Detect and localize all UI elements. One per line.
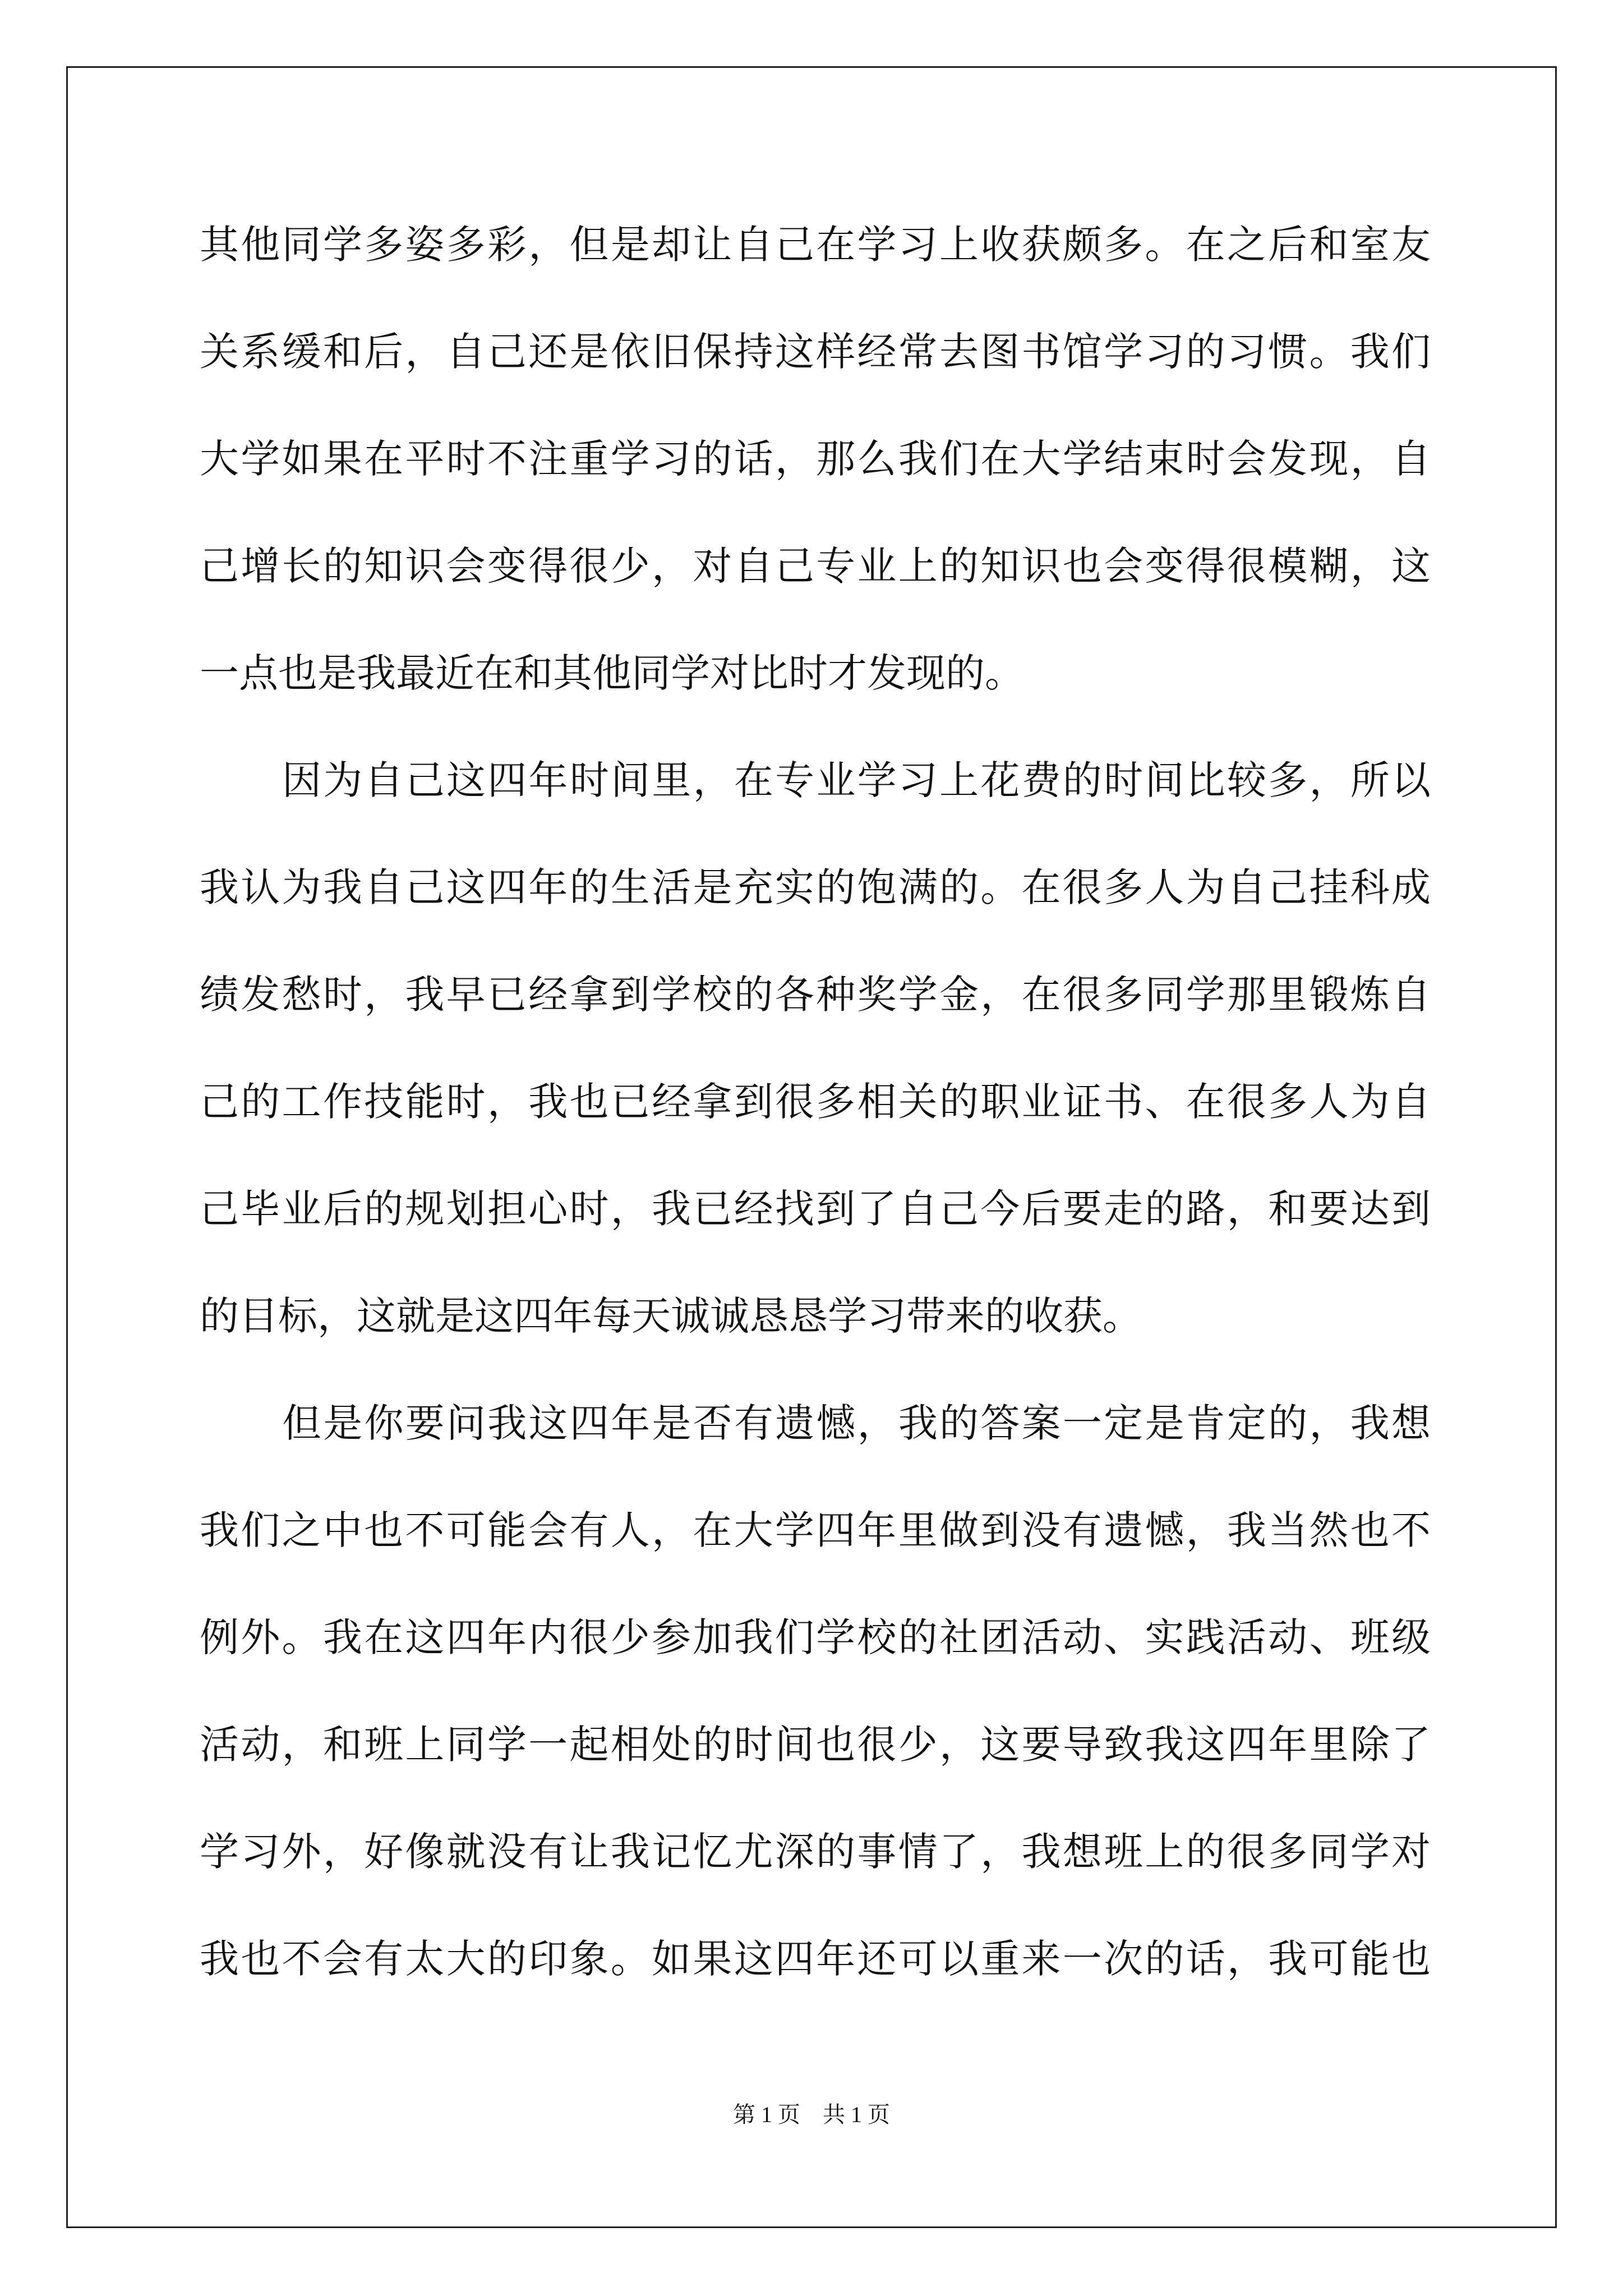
text-line: 己的工作技能时，我也已经拿到很多相关的职业证书、在很多人为自 bbox=[200, 1079, 1431, 1125]
text-line: 我也不会有太大的印象。如果这四年还可以重来一次的话，我可能也 bbox=[200, 1936, 1431, 1982]
text-line: 关系缓和后，自己还是依旧保持这样经常去图书馆学习的习惯。我们 bbox=[200, 329, 1431, 375]
text-line: 学习外，好像就没有让我记忆尤深的事情了，我想班上的很多同学对 bbox=[200, 1829, 1431, 1875]
text-line: 一点也是我最近在和其他同学对比时才发现的。 bbox=[200, 650, 1024, 696]
text-line: 的目标，这就是这四年每天诚诚恳恳学习带来的收获。 bbox=[200, 1293, 1142, 1339]
text-line: 大学如果在平时不注重学习的话，那么我们在大学结束时会发现，自 bbox=[200, 436, 1431, 482]
document-body bbox=[200, 222, 1431, 2044]
text-line: 己增长的知识会变得很少，对自己专业上的知识也会变得很模糊，这 bbox=[200, 543, 1431, 589]
page-number: 第 1 页 共 1 页 bbox=[733, 2102, 890, 2127]
text-line: 绩发愁时，我早已经拿到学校的各种奖学金，在很多同学那里锻炼自 bbox=[200, 972, 1431, 1018]
text-line: 其他同学多姿多彩，但是却让自己在学习上收获颇多。在之后和室友 bbox=[200, 222, 1431, 268]
text-line: 例外。我在这四年内很少参加我们学校的社团活动、实践活动、班级 bbox=[200, 1614, 1431, 1660]
text-line: 我们之中也不可能会有人，在大学四年里做到没有遗憾，我当然也不 bbox=[200, 1507, 1431, 1553]
text-line: 活动，和班上同学一起相处的时间也很少，这要导致我这四年里除了 bbox=[200, 1722, 1431, 1768]
text-line: 我认为我自己这四年的生活是充实的饱满的。在很多人为自己挂科成 bbox=[200, 864, 1431, 910]
text-line: 但是你要问我这四年是否有遗憾，我的答案一定是肯定的，我想 bbox=[282, 1400, 1431, 1446]
text-line: 因为自己这四年时间里，在专业学习上花费的时间比较多，所以 bbox=[282, 757, 1431, 803]
text-line: 己毕业后的规划担心时，我已经找到了自己今后要走的路，和要达到 bbox=[200, 1186, 1431, 1232]
